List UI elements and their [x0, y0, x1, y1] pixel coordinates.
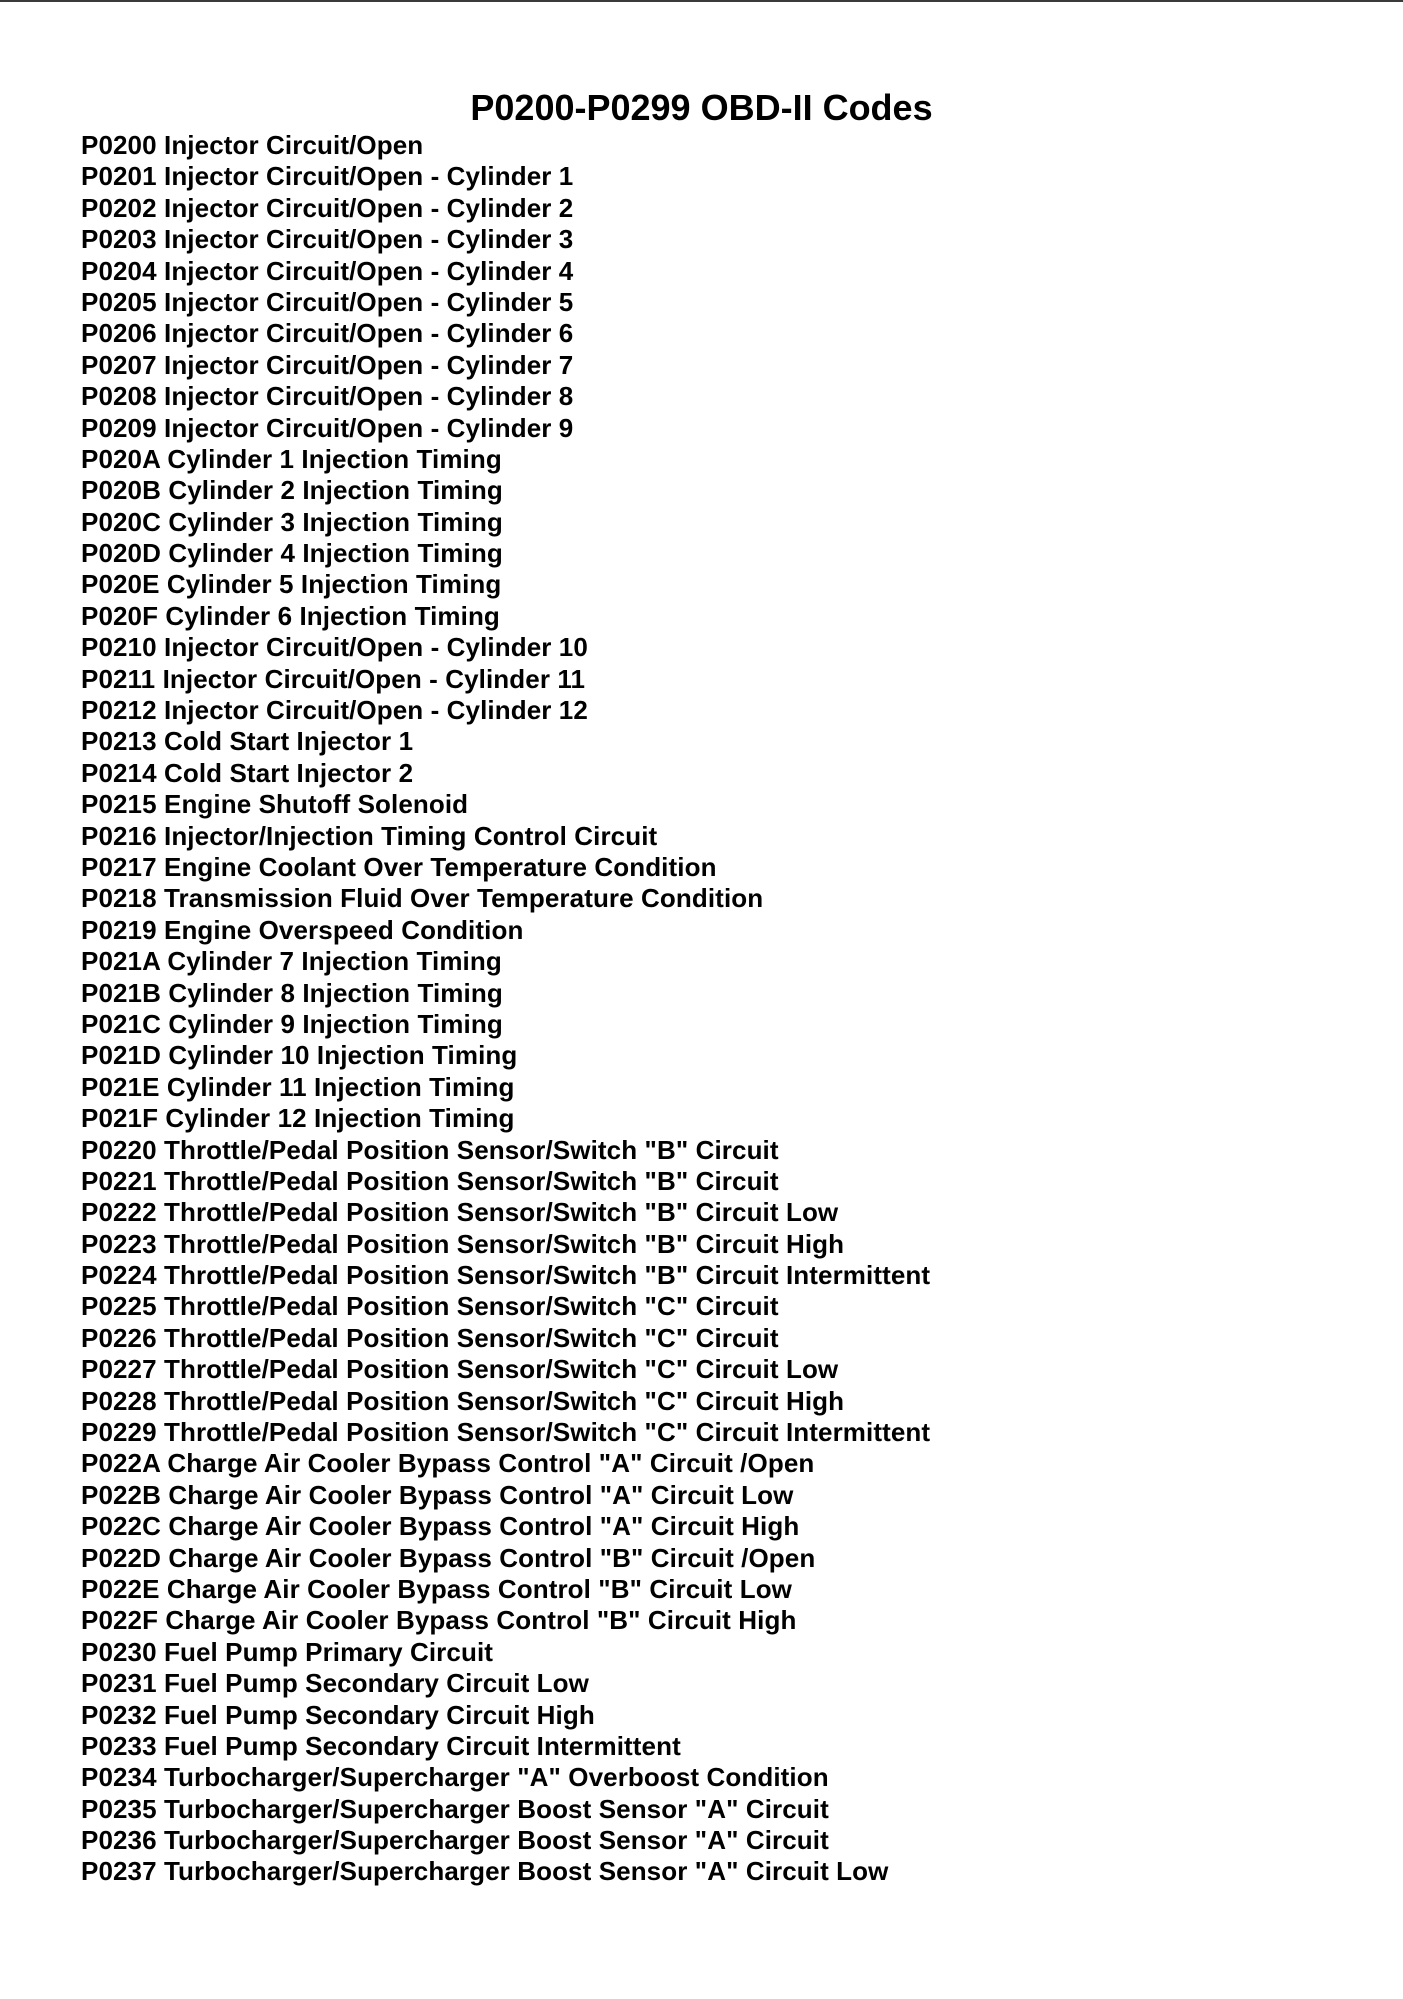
- code-item: P0212 Injector Circuit/Open - Cylinder 12: [81, 695, 588, 726]
- code-item: P0231 Fuel Pump Secondary Circuit Low: [81, 1668, 589, 1699]
- code-item: P0203 Injector Circuit/Open - Cylinder 3: [81, 224, 574, 255]
- code-item: P020B Cylinder 2 Injection Timing: [81, 475, 503, 506]
- code-list: [81, 130, 930, 1888]
- code-item: P020A Cylinder 1 Injection Timing: [81, 443, 502, 474]
- code-item: P021E Cylinder 11 Injection Timing: [81, 1071, 515, 1102]
- code-item: P020E Cylinder 5 Injection Timing: [81, 569, 502, 600]
- top-border-line: [0, 0, 1403, 2]
- code-item: P0224 Throttle/Pedal Position Sensor/Switch "B" Circuit Intermittent: [81, 1260, 931, 1291]
- code-item: P0200 Injector Circuit/Open: [81, 130, 424, 160]
- code-item: P0204 Injector Circuit/Open - Cylinder 4: [81, 255, 574, 286]
- code-item: P0207 Injector Circuit/Open - Cylinder 7: [81, 349, 574, 380]
- code-item: P021D Cylinder 10 Injection Timing: [81, 1040, 518, 1071]
- code-item: P0209 Injector Circuit/Open - Cylinder 9: [81, 412, 574, 443]
- code-item: P0235 Turbocharger/Supercharger Boost Sensor "A" Circuit: [81, 1793, 829, 1824]
- code-item: P0217 Engine Coolant Over Temperature Condition: [81, 851, 717, 882]
- code-item: P0236 Turbocharger/Supercharger Boost Sensor "A" Circuit: [81, 1825, 829, 1856]
- code-item: P0228 Throttle/Pedal Position Sensor/Switch "C" Circuit High: [81, 1385, 845, 1416]
- code-item: P022F Charge Air Cooler Bypass Control "B" Circuit High: [81, 1605, 797, 1636]
- code-item: P021C Cylinder 9 Injection Timing: [81, 1008, 503, 1039]
- code-item: P0214 Cold Start Injector 2: [81, 757, 414, 788]
- code-item: P0210 Injector Circuit/Open - Cylinder 10: [81, 632, 588, 663]
- code-item: P0226 Throttle/Pedal Position Sensor/Switch "C" Circuit: [81, 1322, 779, 1353]
- code-item: P0222 Throttle/Pedal Position Sensor/Switch "B" Circuit Low: [81, 1197, 839, 1228]
- code-item: P0223 Throttle/Pedal Position Sensor/Switch "B" Circuit High: [81, 1228, 845, 1259]
- code-item: P0219 Engine Overspeed Condition: [81, 914, 524, 945]
- code-item: P021F Cylinder 12 Injection Timing: [81, 1103, 515, 1134]
- code-item: P020C Cylinder 3 Injection Timing: [81, 506, 503, 537]
- page-title: P0200-P0299 OBD-II Codes: [470, 87, 933, 128]
- code-item: P0202 Injector Circuit/Open - Cylinder 2: [81, 192, 574, 223]
- code-item: P0218 Transmission Fluid Over Temperature Condition: [81, 883, 764, 914]
- code-item: P020F Cylinder 6 Injection Timing: [81, 600, 500, 631]
- code-item: P0221 Throttle/Pedal Position Sensor/Switch "B" Circuit: [81, 1165, 779, 1196]
- code-item: P0216 Injector/Injection Timing Control Circuit: [81, 820, 658, 851]
- code-item: P0237 Turbocharger/Supercharger Boost Sensor "A" Circuit Low: [81, 1856, 889, 1887]
- code-item: P021B Cylinder 8 Injection Timing: [81, 977, 503, 1008]
- code-item: P022C Charge Air Cooler Bypass Control "A" Circuit High: [81, 1511, 800, 1542]
- code-item: P0206 Injector Circuit/Open - Cylinder 6: [81, 318, 574, 349]
- code-item: P021A Cylinder 7 Injection Timing: [81, 946, 502, 977]
- code-item: P020D Cylinder 4 Injection Timing: [81, 538, 503, 569]
- code-item: P0230 Fuel Pump Primary Circuit: [81, 1636, 494, 1667]
- code-item: P0225 Throttle/Pedal Position Sensor/Switch "C" Circuit: [81, 1291, 779, 1322]
- code-item: P0208 Injector Circuit/Open - Cylinder 8: [81, 381, 574, 412]
- code-item: P0229 Throttle/Pedal Position Sensor/Switch "C" Circuit Intermittent: [81, 1417, 931, 1448]
- code-item: P022D Charge Air Cooler Bypass Control "B" Circuit /Open: [81, 1542, 816, 1573]
- code-item: P022B Charge Air Cooler Bypass Control "A" Circuit Low: [81, 1479, 794, 1510]
- code-item: P0227 Throttle/Pedal Position Sensor/Switch "C" Circuit Low: [81, 1354, 839, 1385]
- code-item: P0213 Cold Start Injector 1: [81, 726, 414, 757]
- code-item: P0215 Engine Shutoff Solenoid: [81, 789, 469, 820]
- code-item: P0233 Fuel Pump Secondary Circuit Intermittent: [81, 1730, 681, 1761]
- code-item: P0232 Fuel Pump Secondary Circuit High: [81, 1699, 595, 1730]
- code-item: P0201 Injector Circuit/Open - Cylinder 1: [81, 161, 574, 192]
- code-item: P0234 Turbocharger/Supercharger "A" Overboost Condition: [81, 1762, 829, 1793]
- code-item: P0205 Injector Circuit/Open - Cylinder 5: [81, 286, 574, 317]
- code-item: P022E Charge Air Cooler Bypass Control "B" Circuit Low: [81, 1573, 793, 1604]
- code-item: P0211 Injector Circuit/Open - Cylinder 11: [81, 663, 586, 694]
- code-item: P022A Charge Air Cooler Bypass Control "A" Circuit /Open: [81, 1448, 815, 1479]
- code-item: P0220 Throttle/Pedal Position Sensor/Switch "B" Circuit: [81, 1134, 779, 1165]
